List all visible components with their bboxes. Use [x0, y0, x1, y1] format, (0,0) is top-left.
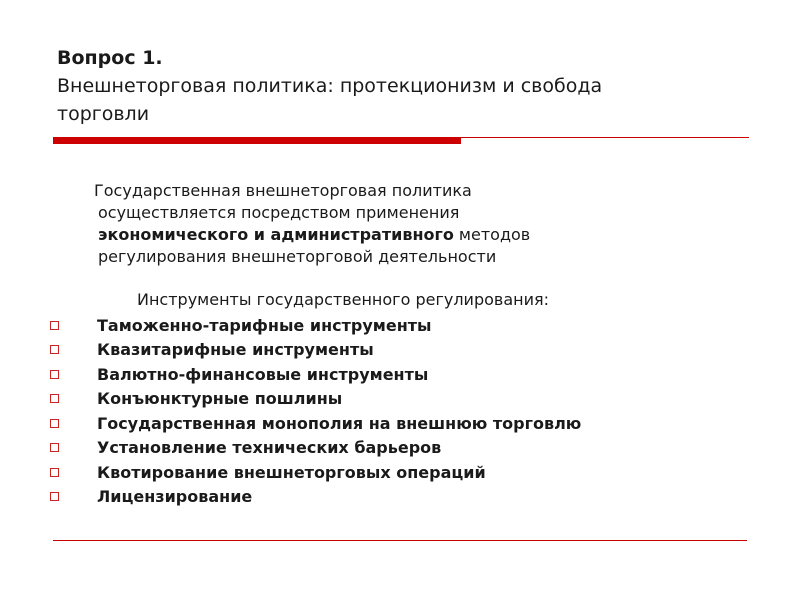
hollow-square-bullet-icon — [50, 394, 59, 403]
hollow-square-bullet-icon — [50, 443, 59, 452]
list-item-label: Установление технических барьеров — [97, 438, 442, 458]
title-line-2: Внешнеторговая политика: протекционизм и свобода — [57, 75, 603, 97]
list-item — [50, 362, 581, 387]
list-item — [50, 436, 581, 461]
list-item-label: Лицензирование — [97, 487, 253, 507]
slide-title — [57, 44, 757, 128]
list-item-label: Квотирование внешнеторговых операций — [97, 462, 486, 482]
list-item-label: Квазитарифные инструменты — [97, 340, 374, 360]
intro-paragraph — [94, 180, 738, 268]
list-item — [50, 313, 581, 338]
tools-list — [50, 313, 581, 509]
list-item-label: Государственная монополия на внешнюю торговлю — [97, 413, 582, 433]
tools-heading: Инструменты государственного регулирования: — [137, 290, 550, 309]
intro-line-3-rest: методов — [453, 225, 531, 244]
footer-divider — [53, 540, 747, 541]
list-item-label: Таможенно-тарифные инструменты — [97, 315, 432, 335]
list-item — [50, 338, 581, 363]
hollow-square-bullet-icon — [50, 492, 59, 501]
list-item — [50, 460, 581, 485]
intro-line-1: Государственная внешнеторговая политика — [94, 181, 472, 200]
hollow-square-bullet-icon — [50, 419, 59, 428]
question-number: Вопрос 1. — [57, 47, 163, 69]
intro-line-4: регулирования внешнеторговой деятельности — [98, 247, 497, 266]
intro-bold-phrase: экономического и административного — [98, 225, 454, 244]
list-item — [50, 485, 581, 510]
list-item-label: Валютно-финансовые инструменты — [97, 364, 429, 384]
hollow-square-bullet-icon — [50, 468, 59, 477]
hollow-square-bullet-icon — [50, 321, 59, 330]
list-item — [50, 387, 581, 412]
hollow-square-bullet-icon — [50, 345, 59, 354]
list-item-label: Конъюнктурные пошлины — [97, 389, 343, 409]
list-item — [50, 411, 581, 436]
intro-line-2: осуществляется посредством применения — [98, 203, 460, 222]
intro-line-3 — [98, 224, 738, 246]
title-divider-thin — [461, 137, 749, 138]
hollow-square-bullet-icon — [50, 370, 59, 379]
title-divider-thick — [53, 137, 461, 144]
title-line-3: торговли — [57, 103, 150, 125]
